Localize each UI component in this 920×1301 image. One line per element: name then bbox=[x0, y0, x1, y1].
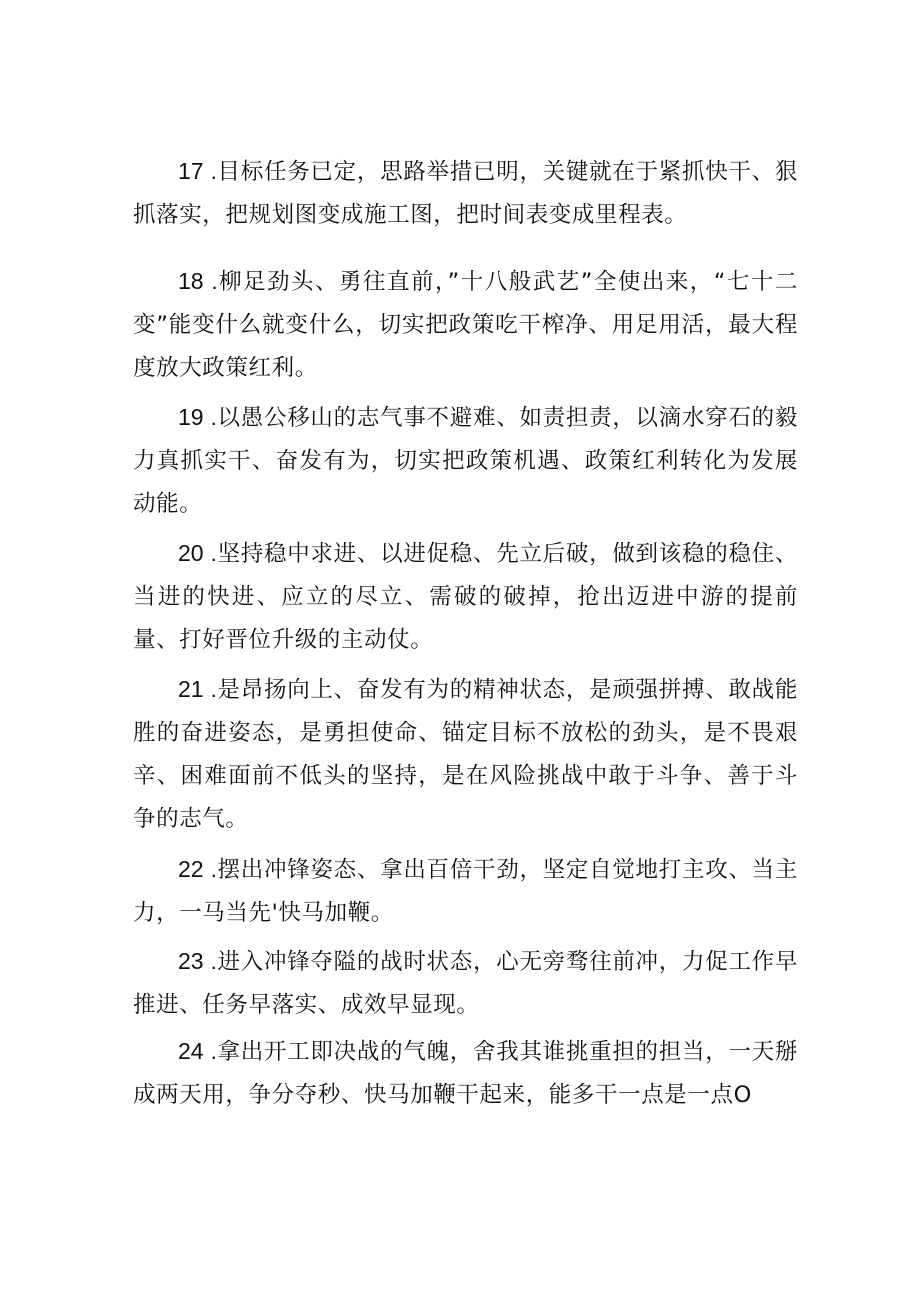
paragraph-separator: . bbox=[203, 269, 219, 294]
paragraph-text: 以愚公移山的志气事不避难、如责担责，以滴水穿石的毅力真抓实干、奋发有为，切实把政策机遇、政策红利转化为发展动能。 bbox=[133, 405, 798, 517]
paragraph-19 bbox=[133, 396, 798, 526]
paragraph-number: 18 bbox=[178, 268, 204, 294]
paragraph-text: 坚持稳中求进、以进促稳、先立后破，做到该稳的稳住、当进的快进、应立的尽立、需破的破掉，抢出迈进中游的提前量、打好晋位升级的主动仗。 bbox=[133, 541, 798, 653]
paragraph-text: 摆出冲锋姿态、拿出百倍干劲，坚定自觉地打主攻、当主力，一马当先'快马加鞭。 bbox=[133, 857, 798, 926]
paragraph-17 bbox=[133, 150, 798, 237]
paragraph-18 bbox=[133, 260, 798, 390]
paragraph-21 bbox=[133, 668, 798, 841]
paragraph-number: 23 bbox=[178, 948, 204, 974]
paragraph-separator: . bbox=[203, 159, 218, 184]
paragraph-number: 20 bbox=[178, 540, 204, 566]
paragraph-separator: . bbox=[203, 541, 218, 566]
paragraph-text: 拿出开工即决战的气魄，舍我其谁挑重担的担当，一天掰成两天用，争分夺秒、快马加鞭干起来，能多干一点是一点O bbox=[133, 1039, 798, 1108]
paragraph-separator: . bbox=[203, 677, 218, 702]
paragraph-20 bbox=[133, 532, 798, 662]
paragraph-number: 17 bbox=[178, 158, 204, 184]
paragraph-text: 是昂扬向上、奋发有为的精神状态，是顽强拼搏、敢战能胜的奋进姿态，是勇担使命、锚定目标不放松的劲头，是不畏艰辛、困难面前不低头的坚持，是在风险挑战中敢于斗争、善于斗争的志气。 bbox=[133, 677, 798, 832]
paragraph-22 bbox=[133, 848, 798, 935]
paragraph-text: 柳足劲头、勇往直前，”十八般武艺”全使出来，“七十二变”能变什么就变什么，切实把政策吃干榨净、用足用活，最大程度放大政策红利。 bbox=[133, 269, 798, 381]
paragraph-separator: . bbox=[203, 949, 218, 974]
paragraph-separator: . bbox=[203, 405, 218, 430]
paragraph-23 bbox=[133, 940, 798, 1027]
paragraph-separator: . bbox=[203, 1039, 218, 1064]
paragraph-number: 19 bbox=[178, 404, 204, 430]
paragraph-24 bbox=[133, 1030, 798, 1117]
paragraph-number: 22 bbox=[178, 856, 204, 882]
paragraph-text: 进入冲锋夺隘的战时状态，心无旁骛往前冲，力促工作早推进、任务早落实、成效早显现。 bbox=[133, 949, 798, 1018]
paragraph-separator: . bbox=[203, 857, 218, 882]
paragraph-number: 21 bbox=[178, 676, 204, 702]
paragraph-number: 24 bbox=[178, 1038, 204, 1064]
paragraph-text: 目标任务已定，思路举措已明，关键就在于紧抓快干、狠抓落实，把规划图变成施工图，把时间表变成里程表。 bbox=[133, 159, 798, 228]
